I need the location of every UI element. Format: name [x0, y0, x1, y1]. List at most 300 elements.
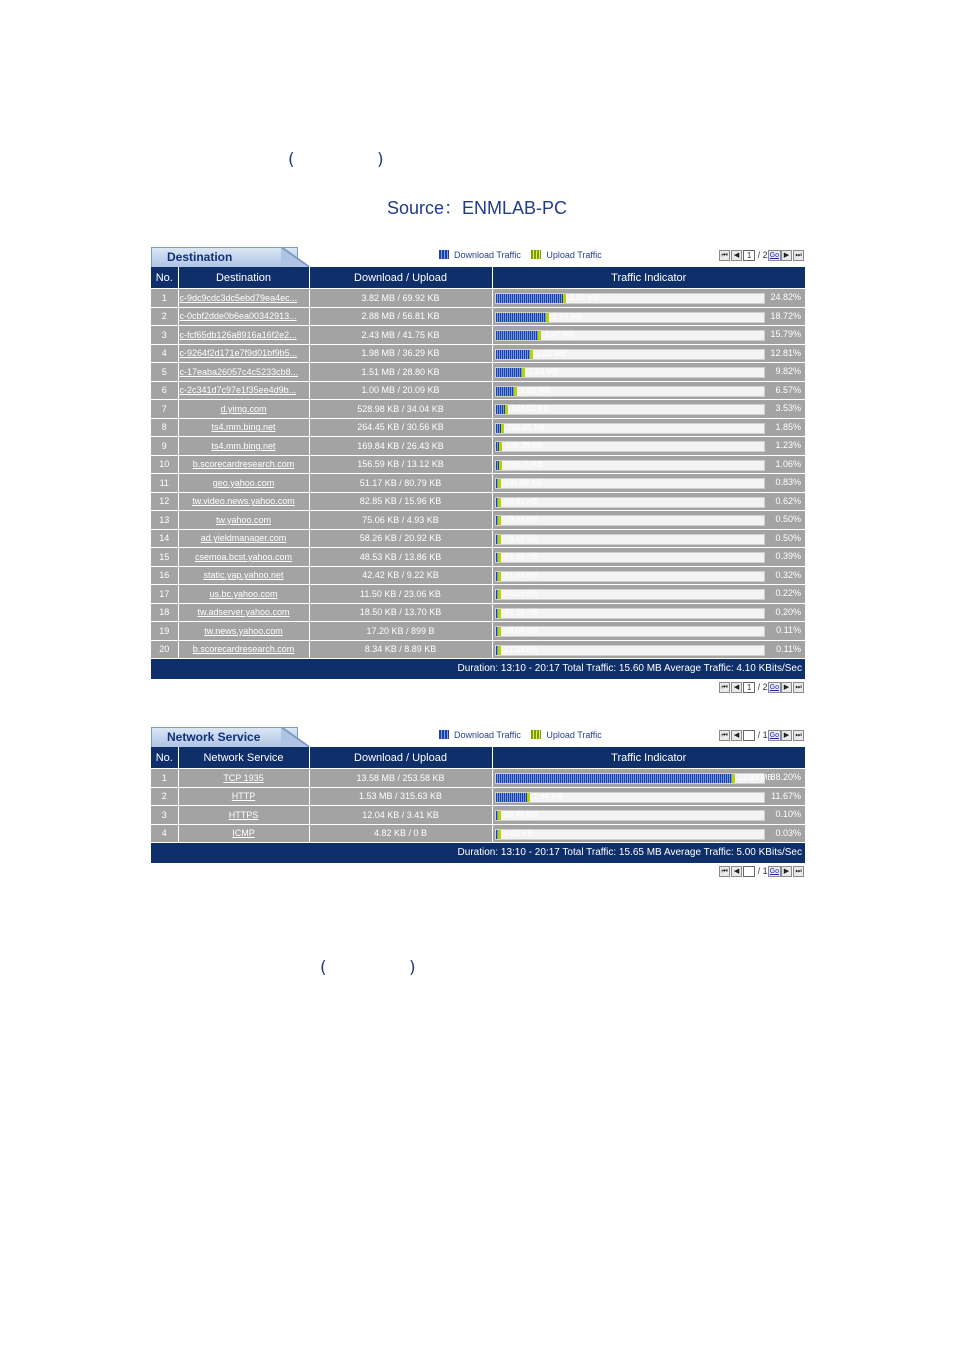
table-row [151, 806, 805, 825]
indicator-track [495, 293, 765, 304]
row-number: 7 [151, 400, 178, 419]
row-percent: 0.32% [775, 569, 801, 580]
table-row [151, 492, 805, 511]
row-percent: 18.72% [770, 310, 801, 321]
indicator-label: 17.23 KB [504, 644, 538, 654]
row-number: 16 [151, 566, 178, 585]
col-no: No. [151, 267, 178, 289]
go-button[interactable]: Go [769, 868, 779, 875]
next-page-icon[interactable]: ▶ [781, 730, 792, 741]
row-name-cell [178, 289, 309, 308]
network-service-tab[interactable]: Network Service [151, 727, 298, 747]
table-row [151, 566, 805, 585]
indicator-track [495, 460, 765, 471]
indicator-label: 79.18 KB [504, 533, 538, 543]
row-name-link[interactable]: ts4.mm.bing.net [211, 422, 276, 433]
service-footer: Duration: 13:10 - 20:17 Total Traffic: 15.65 MB Average Traffic: 5.00 KBits/Sec [151, 842, 805, 863]
download-bar [496, 774, 732, 783]
row-traffic: 8.34 KB / 8.89 KB [309, 640, 492, 658]
row-name-cell [178, 381, 309, 400]
row-percent: 1.06% [775, 458, 801, 469]
upload-bar [498, 609, 501, 618]
destination-panel [151, 247, 805, 695]
row-number: 2 [151, 307, 178, 326]
row-indicator [492, 622, 805, 641]
row-name-link[interactable]: tw.news.yahoo.com [204, 625, 283, 636]
row-traffic: 18.50 KB / 13.70 KB [309, 603, 492, 622]
row-name-link[interactable]: ts4.mm.bing.net [211, 440, 276, 451]
indicator-track [495, 478, 765, 489]
row-traffic: 3.82 MB / 69.92 KB [309, 289, 492, 308]
row-number: 12 [151, 492, 178, 511]
row-name-cell [178, 492, 309, 511]
row-name-cell [178, 640, 309, 658]
table-row [151, 381, 805, 400]
upload-bar [530, 350, 533, 359]
row-name-link[interactable]: b.scorecardresearch.com [192, 644, 295, 655]
row-traffic: 1.53 MB / 315.63 KB [309, 787, 492, 806]
row-percent: 9.82% [775, 366, 801, 377]
download-swatch-icon [439, 730, 449, 739]
indicator-label: 3.89 MB [569, 293, 600, 303]
row-percent: 88.20% [770, 772, 801, 783]
indicator-track [495, 441, 765, 452]
row-name-link[interactable]: tw.adserver.yahoo.com [197, 607, 290, 618]
row-name-cell [178, 603, 309, 622]
row-indicator [492, 363, 805, 382]
table-row [151, 307, 805, 326]
col-network-service: Network Service [178, 747, 309, 769]
first-page-icon[interactable]: ⏮ [719, 250, 730, 261]
row-name-cell [178, 437, 309, 456]
row-percent: 1.85% [775, 421, 801, 432]
row-name-link[interactable]: HTTPS [228, 809, 259, 820]
download-bar [496, 368, 522, 377]
table-row [151, 769, 805, 788]
last-page-icon[interactable]: ⏭ [793, 250, 804, 261]
row-name-link[interactable]: tw.yahoo.com [215, 514, 272, 525]
indicator-track [495, 515, 765, 526]
upload-bar [498, 516, 501, 525]
indicator-track [495, 423, 765, 434]
next-page-icon[interactable]: ▶ [781, 866, 792, 877]
row-name-link[interactable]: c-0cbf2dde0b6ea00342913... [179, 311, 297, 322]
upload-swatch-icon [531, 730, 541, 739]
row-indicator [492, 566, 805, 585]
row-indicator [492, 769, 805, 788]
indicator-label: 563.02 KB [511, 404, 549, 414]
page-input[interactable] [743, 866, 755, 877]
row-name-link[interactable]: geo.yahoo.com [212, 477, 275, 488]
table-row [151, 455, 805, 474]
upload-bar [498, 646, 501, 655]
row-percent: 0.50% [775, 514, 801, 525]
destination-pager-top [719, 250, 805, 261]
row-indicator [492, 307, 805, 326]
row-name-link[interactable]: c-17eaba26057c4c5233cb8... [179, 366, 299, 377]
indicator-label: 4.82 KB [504, 828, 533, 838]
page-input[interactable]: 1 [743, 250, 755, 261]
row-percent: 1.23% [775, 440, 801, 451]
download-bar [496, 313, 546, 322]
upload-bar [563, 294, 566, 303]
download-bar [496, 350, 530, 359]
indicator-label: 79.99 KB [504, 515, 538, 525]
next-page-icon[interactable]: ▶ [781, 682, 792, 693]
table-row [151, 548, 805, 567]
indicator-label: 169.71 KB [505, 459, 543, 469]
table-row [151, 511, 805, 530]
service-pager-bottom [719, 866, 805, 877]
legend-upload: Upload Traffic [546, 730, 602, 740]
row-traffic: 13.58 MB / 253.58 KB [309, 769, 492, 788]
upload-bar [514, 387, 517, 396]
row-name-link[interactable]: HTTP [231, 791, 256, 802]
row-name-link[interactable]: TCP 1935 [223, 772, 264, 783]
row-percent: 0.50% [775, 532, 801, 543]
indicator-track [495, 367, 765, 378]
table-row [151, 344, 805, 363]
indicator-track [495, 810, 765, 821]
first-page-icon[interactable]: ⏮ [719, 866, 730, 877]
download-swatch-icon [439, 250, 449, 259]
row-name-cell [178, 548, 309, 567]
row-percent: 12.81% [770, 347, 801, 358]
row-percent: 24.82% [770, 292, 801, 303]
upload-bar [527, 793, 530, 802]
indicator-label: 98.81 KB [504, 496, 538, 506]
row-name-link[interactable]: d.yimg.com [220, 403, 267, 414]
table-row [151, 437, 805, 456]
indicator-label: 62.39 KB [504, 552, 538, 562]
row-name-link[interactable]: csemoa.bcst.yahoo.com [194, 551, 293, 562]
row-number: 14 [151, 529, 178, 548]
prev-page-icon[interactable]: ◀ [731, 250, 742, 261]
row-name-link[interactable]: static.yap.yahoo.net [203, 570, 284, 581]
table-row [151, 585, 805, 604]
table-row [151, 400, 805, 419]
col-no: No. [151, 747, 178, 769]
upload-bar [498, 572, 501, 581]
row-number: 9 [151, 437, 178, 456]
row-name-link[interactable]: c-2c341d7c97e1f35ee4d9b... [179, 385, 297, 396]
row-traffic: 11.50 KB / 23.06 KB [309, 585, 492, 604]
download-bar [496, 387, 514, 396]
indicator-label: 13.83 MB [738, 773, 773, 783]
row-percent: 0.11% [776, 625, 801, 636]
row-traffic: 42.42 KB / 9.22 KB [309, 566, 492, 585]
upload-bar [732, 774, 735, 783]
download-bar [496, 331, 538, 340]
row-traffic: 1.98 MB / 36.29 KB [309, 344, 492, 363]
upload-bar [498, 553, 501, 562]
indicator-label: 1.84 MB [533, 791, 564, 801]
row-number: 13 [151, 511, 178, 530]
row-name-link[interactable]: b.scorecardresearch.com [192, 459, 295, 470]
page-input[interactable]: 1 [743, 682, 755, 693]
indicator-track [495, 571, 765, 582]
indicator-label: 34.56 KB [504, 589, 538, 599]
row-indicator [492, 381, 805, 400]
table-row [151, 640, 805, 658]
row-name-link[interactable]: ICMP [232, 828, 255, 839]
upload-swatch-icon [531, 250, 541, 259]
row-number: 1 [151, 769, 178, 788]
indicator-track [495, 792, 765, 803]
indicator-label: 1.54 MB [528, 367, 559, 377]
row-traffic: 51.17 KB / 80.79 KB [309, 474, 492, 493]
page-input[interactable] [743, 730, 755, 741]
row-number: 11 [151, 474, 178, 493]
service-panel [151, 727, 805, 879]
row-percent: 0.39% [775, 551, 801, 562]
service-rows [151, 769, 805, 843]
indicator-track [495, 349, 765, 360]
row-number: 2 [151, 787, 178, 806]
row-number: 5 [151, 363, 178, 382]
go-button[interactable]: Go [769, 684, 779, 691]
row-traffic: 12.04 KB / 3.41 KB [309, 806, 492, 825]
indicator-label: 51.64 KB [504, 570, 538, 580]
next-page-icon[interactable]: ▶ [781, 250, 792, 261]
row-indicator [492, 289, 805, 308]
legend-upload: Upload Traffic [546, 250, 602, 260]
row-name-cell [178, 769, 309, 788]
indicator-label: 295.01 KB [507, 422, 545, 432]
traffic-legend [439, 250, 602, 260]
row-number: 8 [151, 418, 178, 437]
row-indicator [492, 548, 805, 567]
upload-bar [499, 461, 502, 470]
row-percent: 0.22% [775, 588, 801, 599]
service-table [151, 747, 805, 842]
row-indicator [492, 640, 805, 658]
row-traffic: 4.82 KB / 0 B [309, 824, 492, 842]
download-bar [496, 793, 527, 802]
page-total: / 1 [757, 866, 768, 876]
upload-bar [499, 442, 502, 451]
last-page-icon[interactable]: ⏭ [793, 730, 804, 741]
table-row [151, 326, 805, 345]
upload-bar [505, 405, 508, 414]
row-number: 4 [151, 344, 178, 363]
indicator-track [495, 330, 765, 341]
indicator-track [495, 497, 765, 508]
destination-rows [151, 289, 805, 659]
row-indicator [492, 400, 805, 419]
table-row [151, 603, 805, 622]
row-traffic: 75.06 KB / 4.93 KB [309, 511, 492, 530]
source-title: Source：ENMLAB-PC [386, 198, 568, 218]
indicator-label: 196.28 KB [505, 441, 543, 451]
indicator-track [495, 534, 765, 545]
close-paren-top: ) [377, 150, 384, 170]
upload-bar [522, 368, 525, 377]
row-traffic: 58.26 KB / 20.92 KB [309, 529, 492, 548]
last-page-icon[interactable]: ⏭ [793, 682, 804, 693]
upload-bar [498, 535, 501, 544]
prev-page-icon[interactable]: ◀ [731, 730, 742, 741]
indicator-track [495, 608, 765, 619]
row-traffic: 156.59 KB / 13.12 KB [309, 455, 492, 474]
row-percent: 3.53% [775, 403, 801, 414]
indicator-label: 15.45 KB [504, 810, 538, 820]
col-traffic-indicator: Traffic Indicator [492, 747, 805, 769]
row-number: 3 [151, 326, 178, 345]
row-traffic: 264.45 KB / 30.56 KB [309, 418, 492, 437]
row-percent: 0.20% [775, 606, 801, 617]
table-row [151, 363, 805, 382]
prev-page-icon[interactable]: ◀ [731, 682, 742, 693]
row-percent: 0.11% [776, 643, 801, 654]
row-indicator [492, 492, 805, 511]
indicator-track [495, 645, 765, 656]
download-bar [496, 294, 563, 303]
destination-table [151, 267, 805, 658]
row-number: 4 [151, 824, 178, 842]
table-row [151, 622, 805, 641]
service-pager-top [719, 730, 805, 741]
row-number: 10 [151, 455, 178, 474]
row-traffic: 1.00 MB / 20.09 KB [309, 381, 492, 400]
upload-bar [498, 498, 501, 507]
row-name-cell [178, 585, 309, 604]
indicator-track [495, 626, 765, 637]
row-indicator [492, 787, 805, 806]
row-number: 18 [151, 603, 178, 622]
row-number: 20 [151, 640, 178, 658]
row-indicator [492, 806, 805, 825]
row-name-cell [178, 622, 309, 641]
row-name-cell [178, 529, 309, 548]
tab-slope-line [281, 727, 309, 747]
row-indicator [492, 326, 805, 345]
service-tab-row [151, 727, 805, 747]
row-traffic: 82.85 KB / 15.96 KB [309, 492, 492, 511]
indicator-label: 2.94 MB [552, 311, 583, 321]
row-name-cell [178, 455, 309, 474]
table-row [151, 418, 805, 437]
indicator-track [495, 552, 765, 563]
col-download-upload: Download / Upload [309, 747, 492, 769]
row-number: 1 [151, 289, 178, 308]
table-row [151, 289, 805, 308]
row-indicator [492, 344, 805, 363]
table-row [151, 529, 805, 548]
upload-bar [538, 331, 541, 340]
row-number: 15 [151, 548, 178, 567]
first-page-icon[interactable]: ⏮ [719, 682, 730, 693]
tab-slope-line [281, 247, 309, 267]
go-button[interactable]: Go [769, 732, 779, 739]
row-indicator [492, 511, 805, 530]
row-traffic: 2.43 MB / 41.75 KB [309, 326, 492, 345]
row-traffic: 169.84 KB / 26.43 KB [309, 437, 492, 456]
row-traffic: 2.88 MB / 56.81 KB [309, 307, 492, 326]
row-percent: 0.83% [775, 477, 801, 488]
row-indicator [492, 455, 805, 474]
upload-bar [501, 424, 504, 433]
row-name-cell [178, 511, 309, 530]
destination-footer: Duration: 13:10 - 20:17 Total Traffic: 15.60 MB Average Traffic: 4.10 KBits/Sec [151, 658, 805, 679]
row-indicator [492, 474, 805, 493]
row-indicator [492, 437, 805, 456]
col-destination: Destination [178, 267, 309, 289]
prev-page-icon[interactable]: ◀ [731, 866, 742, 877]
col-traffic-indicator: Traffic Indicator [492, 267, 805, 289]
row-number: 6 [151, 381, 178, 400]
row-percent: 0.62% [775, 495, 801, 506]
indicator-track [495, 589, 765, 600]
close-paren-bottom: ) [409, 958, 416, 978]
download-bar [496, 405, 505, 414]
row-name-cell [178, 400, 309, 419]
col-download-upload: Download / Upload [309, 267, 492, 289]
row-traffic: 528.98 KB / 34.04 KB [309, 400, 492, 419]
row-name-cell [178, 474, 309, 493]
row-name-link[interactable]: ad.yieldmanager.com [200, 533, 287, 544]
row-traffic: 48.53 KB / 13.86 KB [309, 548, 492, 567]
row-name-link[interactable]: c-9dc9cdc3dc5ebd79ea4ec... [179, 292, 298, 303]
indicator-label: 2.47 MB [544, 330, 575, 340]
row-name-link[interactable]: tw.video.news.yahoo.com [192, 496, 295, 507]
row-indicator [492, 418, 805, 437]
first-page-icon[interactable]: ⏮ [719, 730, 730, 741]
destination-tab[interactable]: Destination [151, 247, 298, 267]
row-traffic: 17.20 KB / 899 B [309, 622, 492, 641]
row-percent: 6.57% [775, 384, 801, 395]
row-name-cell [178, 806, 309, 825]
row-number: 19 [151, 622, 178, 641]
upload-bar [498, 830, 501, 839]
indicator-track [495, 312, 765, 323]
row-name-cell [178, 824, 309, 842]
row-number: 17 [151, 585, 178, 604]
indicator-label: 131.96 KB [504, 478, 542, 488]
table-row [151, 787, 805, 806]
row-name-cell [178, 344, 309, 363]
row-name-link[interactable]: c-fcf65db126a8916a16f2e2... [179, 329, 297, 340]
page-total: / 1 [757, 730, 768, 740]
row-name-cell [178, 363, 309, 382]
row-name-cell [178, 418, 309, 437]
open-paren-bottom: ( [320, 958, 327, 978]
row-indicator [492, 603, 805, 622]
service-pager-bottom-row [151, 863, 805, 879]
row-name-cell [178, 307, 309, 326]
legend-download: Download Traffic [454, 250, 521, 260]
last-page-icon[interactable]: ⏭ [793, 866, 804, 877]
legend-download: Download Traffic [454, 730, 521, 740]
upload-bar [498, 590, 501, 599]
traffic-legend [439, 730, 602, 740]
indicator-label: 1.02 MB [520, 385, 551, 395]
indicator-track [495, 773, 773, 784]
indicator-track [495, 404, 765, 415]
destination-pager-bottom [719, 682, 805, 693]
row-name-link[interactable]: us.bc.yahoo.com [209, 588, 278, 599]
page-total: / 2 [757, 250, 768, 260]
indicator-label: 2.01 MB [536, 348, 567, 358]
go-button[interactable]: Go [769, 252, 779, 259]
row-name-cell [178, 566, 309, 585]
row-percent: 11.67% [771, 790, 801, 801]
upload-bar [546, 313, 549, 322]
row-percent: 0.03% [775, 827, 801, 838]
indicator-label: 18.08 KB [504, 626, 538, 636]
row-percent: 0.10% [775, 809, 801, 820]
row-name-link[interactable]: c-9264f2d171e7f9d01bf9b5... [179, 348, 298, 359]
